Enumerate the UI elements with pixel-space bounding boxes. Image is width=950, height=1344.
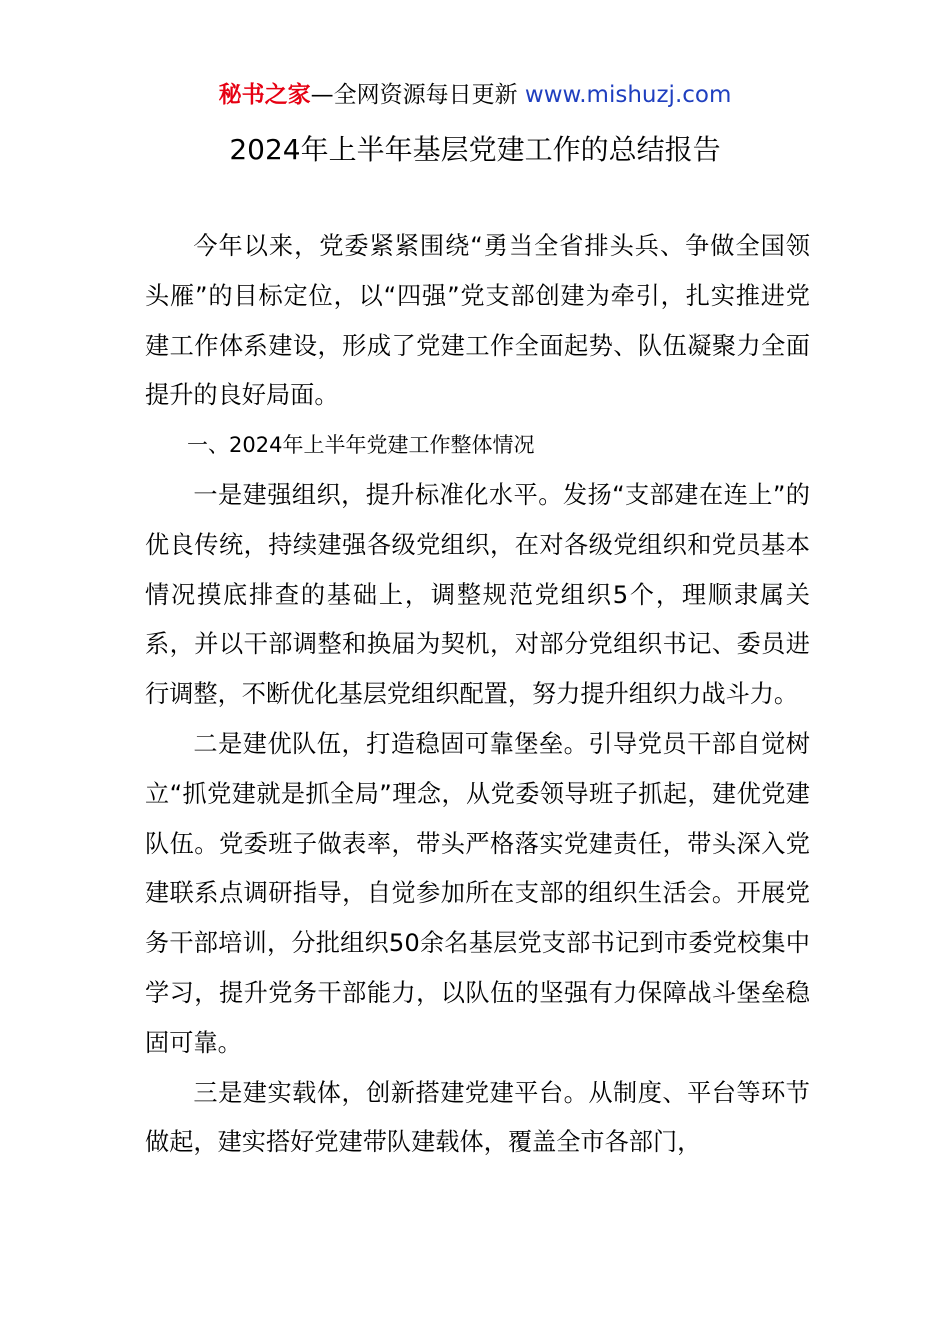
- document-body: [145, 222, 810, 1168]
- section-heading: 一、2024年上半年党建工作整体情况: [187, 433, 535, 458]
- paragraph-platform: 三是建实载体，创新搭建党建平台。从制度、平台等环节做起，建实搭好党建带队建载体，覆盖全市各部门，: [145, 1078, 810, 1157]
- document-title: 2024年上半年基层党建工作的总结报告: [229, 133, 721, 166]
- brand-name: 秘书之家: [218, 82, 311, 108]
- header-tagline: —全网资源每日更新: [310, 82, 518, 108]
- paragraph-intro: 今年以来，党委紧紧围绕“勇当全省排头兵、争做全国领头雁”的目标定位，以“四强”党支部创建为牵引，扎实推进党建工作体系建设，形成了党建工作全面起势、队伍凝聚力全面提升的良好局面。: [145, 232, 810, 410]
- site-header: [0, 80, 950, 110]
- paragraph-organization: 一是建强组织，提升标准化水平。发扬“支部建在连上”的优良传统，持续建强各级党组织，在对各级党组织和党员基本情况摸底排查的基础上，调整规范党组织5个，理顺隶属关系，并以干部调整和换届为契机，对部分党组织书记、委员进行调整，不断优化基层党组织配置，努力提升组织力战斗力。: [145, 480, 810, 709]
- paragraph-team: 二是建优队伍，打造稳固可靠堡垒。引导党员干部自觉树立“抓党建就是抓全局”理念，从党委领导班子抓起，建优党建队伍。党委班子做表率，带头严格落实党建责任，带头深入党建联系点调研指导，自觉参加所在支部的组织生活会。开展党务干部培训，分批组织50余名基层党支部书记到市委党校集中学习，提升党务干部能力，以队伍的坚强有力保障战斗堡垒稳固可靠。: [145, 729, 810, 1057]
- site-url-link[interactable]: www.mishuzj.com: [524, 82, 732, 108]
